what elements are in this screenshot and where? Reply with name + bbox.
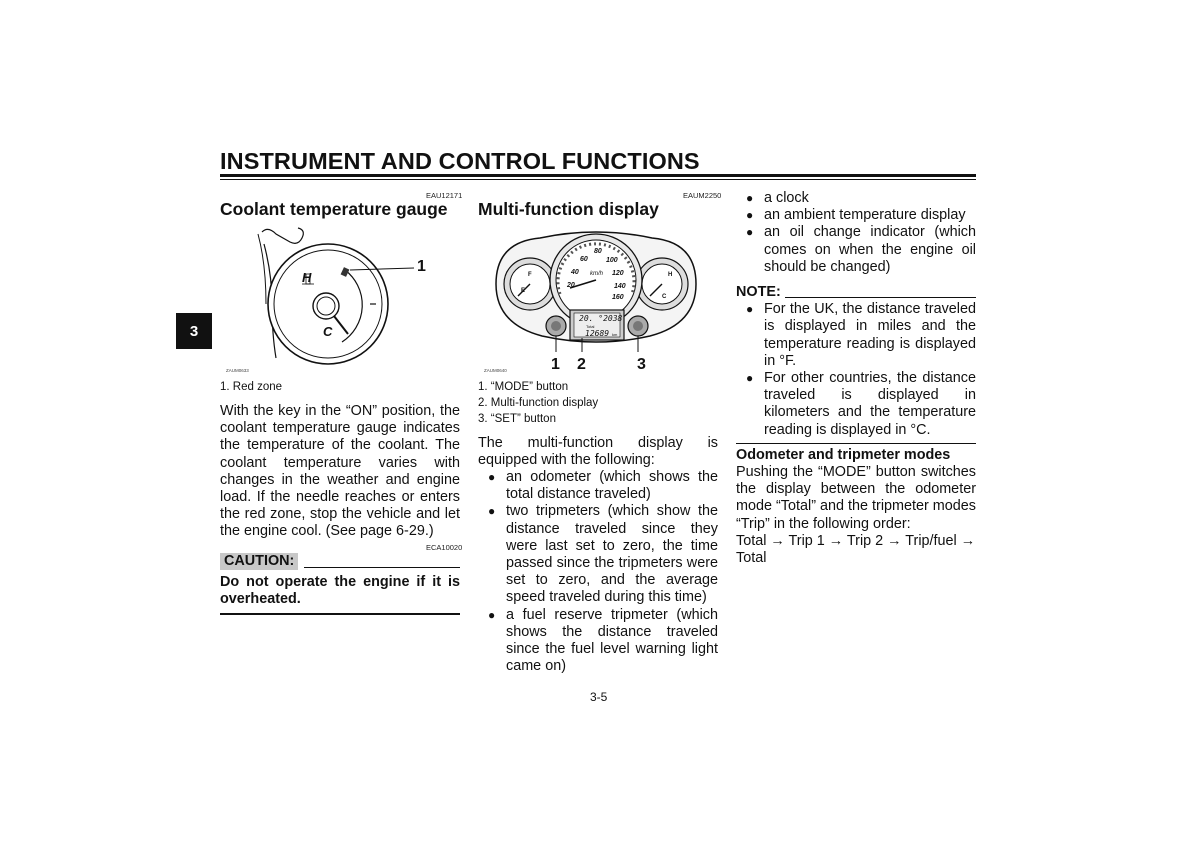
caution-code: ECA10020 bbox=[426, 543, 463, 552]
temp-c-label: C bbox=[662, 294, 667, 300]
feature-list-continued bbox=[736, 190, 976, 276]
fuel-f-label: F bbox=[528, 272, 532, 278]
caution-label: CAUTION: bbox=[220, 553, 298, 570]
page-number: 3-5 bbox=[590, 690, 608, 704]
caution-text: Do not operate the engine if it is overheated. bbox=[220, 574, 460, 608]
speedo-40: 40 bbox=[571, 269, 579, 276]
list-item: ● a clock bbox=[746, 190, 809, 206]
speedo-100: 100 bbox=[606, 257, 618, 264]
figure-code: ZAUM0633 bbox=[226, 368, 249, 373]
caution-rule bbox=[304, 567, 460, 568]
figure-code: ZAUM0640 bbox=[484, 368, 507, 373]
temp-h-label: H bbox=[668, 272, 673, 278]
gauge-c-label: C bbox=[323, 324, 333, 339]
intro-paragraph: The multi-function display is equipped with the following: bbox=[478, 435, 718, 469]
lcd-odometer: 12689 bbox=[585, 329, 610, 338]
list-item: ● a fuel reserve tripmeter (which shows the distance traveled since the fuel level warning light came on) bbox=[488, 606, 718, 675]
speedo-120: 120 bbox=[612, 270, 624, 277]
chapter-title: INSTRUMENT AND CONTROL FUNCTIONS bbox=[220, 148, 700, 174]
caption-multi-function-display: 2. Multi-function display bbox=[478, 397, 599, 409]
list-item: ● For the UK, the distance traveled is displayed in miles and the temperature reading is displayed in °F. bbox=[746, 301, 976, 369]
section-heading: Coolant temperature gauge bbox=[220, 199, 448, 219]
odometer-subheading: Odometer and tripmeter modes bbox=[736, 447, 951, 463]
lcd-unit: km bbox=[612, 332, 618, 337]
mode-order: Total → Trip 1 → Trip 2 → Trip/fuel → Total bbox=[736, 533, 976, 567]
figure-callout-1: 1 bbox=[417, 258, 426, 275]
fuel-e-label: E bbox=[521, 288, 526, 294]
coolant-gauge-figure bbox=[250, 224, 430, 374]
list-item: ● an ambient temperature display bbox=[746, 207, 966, 224]
list-item: ● an odometer (which shows the total distance traveled) bbox=[488, 469, 718, 503]
lcd-clock: 20. °2038 bbox=[579, 314, 623, 323]
figure-callout-3: 3 bbox=[637, 356, 646, 373]
caution-bottom-rule bbox=[220, 613, 460, 615]
header-rule-thick bbox=[220, 174, 976, 177]
caption-mode-button: 1. “MODE” button bbox=[478, 381, 569, 393]
list-item: ● For other countries, the distance traveled is displayed in kilometers and the temperature reading is displayed in °C. bbox=[746, 370, 976, 438]
figure-captions bbox=[478, 379, 718, 427]
header-rule-thin bbox=[220, 179, 976, 180]
figure-callout-2: 2 bbox=[577, 356, 586, 373]
speedo-140: 140 bbox=[614, 283, 626, 290]
gauge-h-label: H bbox=[302, 270, 312, 285]
section-code: EAU12171 bbox=[426, 191, 463, 200]
figure-caption: 1. Red zone bbox=[220, 381, 283, 393]
speedo-60: 60 bbox=[580, 256, 588, 263]
note-bottom-rule bbox=[736, 443, 976, 444]
section-heading: Multi-function display bbox=[478, 199, 659, 219]
list-item: ● an oil change indicator (which comes on when the engine oil should be changed) bbox=[746, 224, 976, 275]
speedo-160: 160 bbox=[612, 294, 624, 301]
figure-callout-1: 1 bbox=[551, 356, 560, 373]
speedo-80: 80 bbox=[594, 248, 602, 255]
caption-set-button: 3. “SET” button bbox=[478, 413, 556, 425]
speedo-unit: km/h bbox=[590, 271, 604, 277]
odometer-paragraph: Pushing the “MODE” button switches the display between the odometer mode “Total” and the tripmeter modes “Trip” in the following order: bbox=[736, 464, 976, 532]
section-code: EAUM2250 bbox=[683, 191, 722, 200]
chapter-tab: 3 bbox=[176, 313, 212, 349]
speedo-20: 20 bbox=[567, 282, 575, 289]
note-block bbox=[736, 284, 976, 444]
note-rule bbox=[785, 297, 976, 298]
body-paragraph: With the key in the “ON” position, the coolant temperature gauge indicates the temperature of the coolant. The coolant temperature varies with changes in the weather and engine load. If the needle reaches or enters the red zone, stop the vehicle and let the engine cool. (See page 6-29.) bbox=[220, 403, 460, 540]
caution-block bbox=[220, 553, 460, 615]
note-label: NOTE: bbox=[736, 284, 781, 300]
list-item: ● two tripmeters (which show the distance traveled since they were last set to zero, the time passed since the tripmeters were set to zero, and the average speed traveled during this time) bbox=[488, 503, 718, 606]
lcd-total-label: Total bbox=[586, 324, 595, 329]
feature-list bbox=[478, 469, 718, 675]
